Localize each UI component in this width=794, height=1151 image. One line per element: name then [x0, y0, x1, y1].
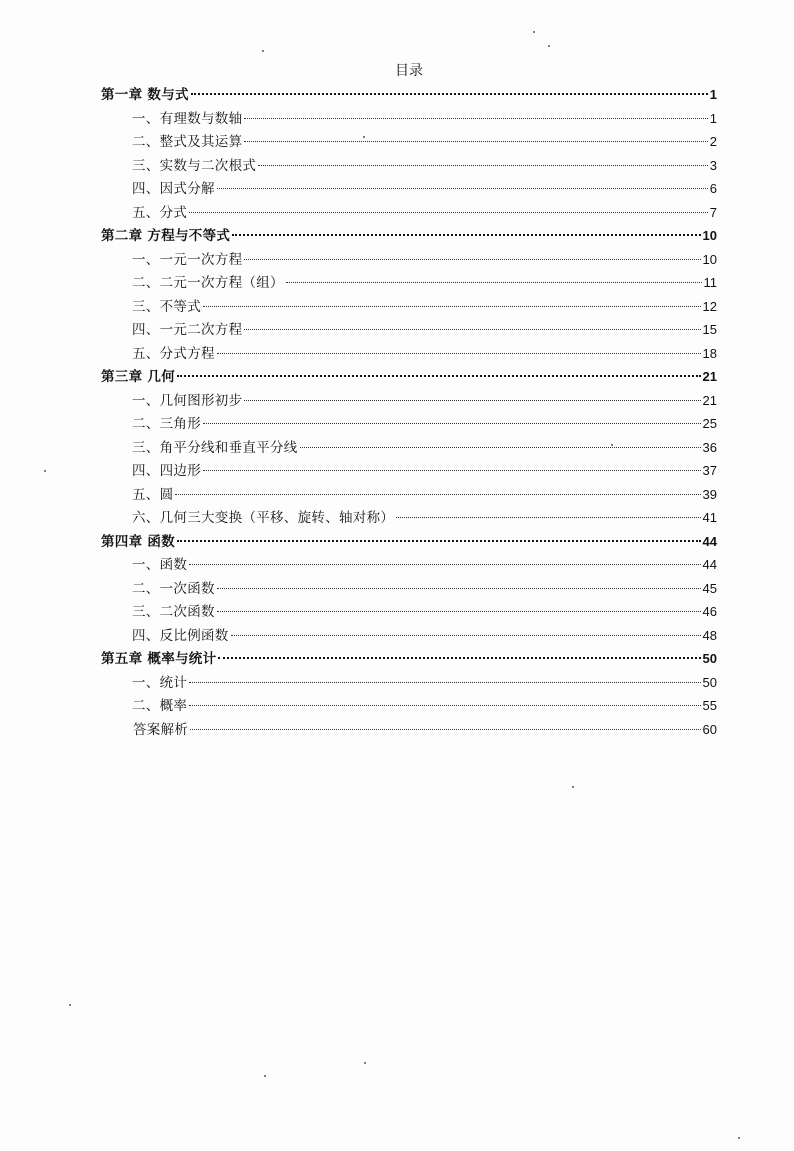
scan-speck — [533, 31, 535, 33]
toc-entry-page-number: 39 — [702, 486, 717, 502]
toc-section-entry — [101, 624, 717, 648]
dot-leader — [203, 470, 701, 471]
toc-entry-page-number: 3 — [709, 157, 717, 173]
scan-speck — [363, 136, 365, 138]
toc-chapter-entry — [101, 365, 717, 389]
toc-entry-page-number: 10 — [702, 228, 717, 243]
toc-section-entry — [101, 248, 717, 272]
scan-speck — [44, 470, 46, 472]
dot-leader — [217, 188, 708, 189]
toc-entry-page-number: 10 — [702, 251, 717, 267]
toc-entry-page-number: 50 — [702, 651, 717, 666]
toc-appendix-entry — [101, 718, 717, 742]
toc-entry-label: 六、几何三大变换（平移、旋转、轴对称） — [132, 510, 395, 526]
dot-leader — [189, 564, 700, 565]
toc-section-entry — [101, 130, 717, 154]
toc-section-entry — [101, 389, 717, 413]
scan-speck — [69, 1004, 71, 1006]
toc-entry-label: 答案解析 — [133, 721, 189, 738]
toc-chapter-entry — [101, 530, 717, 554]
toc-entry-label: 五、圆 — [132, 486, 174, 503]
toc-entry-label: 一、有理数与数轴 — [132, 110, 243, 127]
dot-leader — [203, 423, 701, 424]
toc-entry-page-number: 11 — [703, 275, 717, 290]
dot-leader — [244, 259, 700, 260]
toc-entry-page-number: 44 — [702, 557, 717, 572]
dot-leader — [189, 705, 700, 706]
scan-speck — [611, 444, 613, 446]
toc-section-entry — [101, 459, 717, 483]
toc-entry-page-number: 50 — [702, 674, 717, 690]
scan-speck — [738, 1137, 740, 1139]
toc-entry-label: 二、三角形 — [132, 416, 201, 432]
dot-leader — [217, 353, 701, 354]
toc-entry-page-number: 1 — [709, 110, 717, 126]
toc-entry-label: 第五章 概率与统计 — [101, 651, 217, 667]
dot-leader — [300, 447, 701, 448]
dot-leader — [177, 540, 701, 542]
toc-title: 目录 — [395, 63, 423, 79]
toc-entry-label: 一、一元一次方程 — [132, 251, 243, 268]
dot-leader — [244, 400, 700, 401]
toc-section-entry — [101, 506, 717, 530]
dot-leader — [396, 517, 700, 518]
toc-entry-page-number: 21 — [702, 369, 717, 384]
toc-entry-page-number: 46 — [702, 604, 717, 619]
dot-leader — [244, 141, 707, 142]
toc-section-entry — [101, 295, 717, 319]
dot-leader — [190, 729, 700, 730]
toc-entry-page-number: 41 — [702, 510, 717, 525]
toc-chapter-entry — [101, 83, 717, 107]
toc-section-entry — [101, 318, 717, 342]
toc-section-entry — [101, 107, 717, 131]
dot-leader — [244, 118, 707, 119]
dot-leader — [191, 93, 708, 95]
dot-leader — [286, 282, 702, 283]
toc-entry-label: 一、几何图形初步 — [132, 392, 243, 409]
toc-entry-label: 第四章 函数 — [101, 533, 175, 550]
toc-chapter-entry — [101, 224, 717, 248]
toc-entry-page-number: 1 — [709, 87, 717, 102]
toc-entry-page-number: 15 — [702, 322, 717, 337]
toc-section-entry — [101, 201, 717, 225]
toc-entry-label: 一、函数 — [132, 557, 188, 573]
toc-entry-label: 三、角平分线和垂直平分线 — [132, 439, 298, 456]
toc-entry-page-number: 21 — [702, 392, 717, 408]
toc-entry-label: 第一章 数与式 — [101, 87, 189, 103]
toc-entry-label: 二、二元一次方程（组） — [132, 275, 284, 291]
dot-leader — [217, 611, 701, 612]
toc-entry-label: 四、反比例函数 — [132, 627, 229, 644]
toc-section-entry — [101, 177, 717, 201]
toc-section-entry — [101, 483, 717, 507]
toc-section-entry — [101, 412, 717, 436]
toc-entry-label: 四、一元二次方程 — [132, 322, 243, 338]
toc-entry-page-number: 45 — [702, 580, 717, 596]
toc-entry-label: 二、整式及其运算 — [132, 134, 243, 150]
dot-leader — [175, 494, 700, 495]
toc-entry-page-number: 7 — [709, 204, 717, 220]
toc-entry-label: 第二章 方程与不等式 — [101, 228, 231, 244]
scan-speck — [572, 786, 574, 788]
toc-entry-page-number: 44 — [702, 533, 717, 549]
toc-entry-label: 三、不等式 — [132, 298, 201, 315]
toc-entry-label: 三、实数与二次根式 — [132, 157, 257, 174]
toc-entry-label: 二、一次函数 — [132, 580, 215, 597]
toc-section-entry — [101, 553, 717, 577]
dot-leader — [232, 234, 700, 236]
toc-entry-page-number: 36 — [702, 439, 717, 455]
toc-entry-page-number: 60 — [702, 721, 717, 737]
toc-entry-label: 五、分式 — [132, 204, 188, 221]
dot-leader — [217, 588, 701, 589]
toc-section-entry — [101, 154, 717, 178]
toc-entry-label: 一、统计 — [132, 674, 188, 691]
toc-entry-label: 四、四边形 — [132, 463, 201, 479]
toc-entry-page-number: 48 — [702, 627, 717, 643]
toc-chapter-entry — [101, 647, 717, 671]
dot-leader — [177, 375, 701, 377]
dot-leader — [189, 682, 700, 683]
dot-leader — [218, 657, 700, 659]
toc-entry-label: 四、因式分解 — [132, 181, 215, 197]
scan-speck — [548, 45, 550, 47]
toc-entry-page-number: 6 — [709, 181, 717, 196]
toc-section-entry — [101, 436, 717, 460]
toc-section-entry — [101, 342, 717, 366]
scan-speck — [364, 1062, 366, 1064]
toc-entry-page-number: 12 — [702, 298, 717, 314]
toc-entry-page-number: 18 — [702, 345, 717, 361]
toc-entry-label: 第三章 几何 — [101, 369, 175, 385]
toc-section-entry — [101, 577, 717, 601]
dot-leader — [189, 212, 708, 213]
dot-leader — [258, 165, 708, 166]
toc-entry-page-number: 37 — [702, 463, 717, 478]
toc-section-entry — [101, 600, 717, 624]
dot-leader — [244, 329, 700, 330]
dot-leader — [231, 635, 701, 636]
table-of-contents — [101, 83, 717, 741]
scan-speck — [262, 50, 264, 52]
toc-section-entry — [101, 271, 717, 295]
toc-section-entry — [101, 694, 717, 718]
toc-entry-page-number: 2 — [709, 134, 717, 149]
toc-section-entry — [101, 671, 717, 695]
dot-leader — [203, 306, 701, 307]
toc-entry-page-number: 25 — [702, 416, 717, 431]
toc-entry-label: 五、分式方程 — [132, 345, 215, 362]
toc-entry-label: 三、二次函数 — [132, 604, 215, 620]
scan-speck — [264, 1075, 266, 1077]
toc-entry-page-number: 55 — [702, 698, 717, 713]
toc-entry-label: 二、概率 — [132, 698, 188, 714]
